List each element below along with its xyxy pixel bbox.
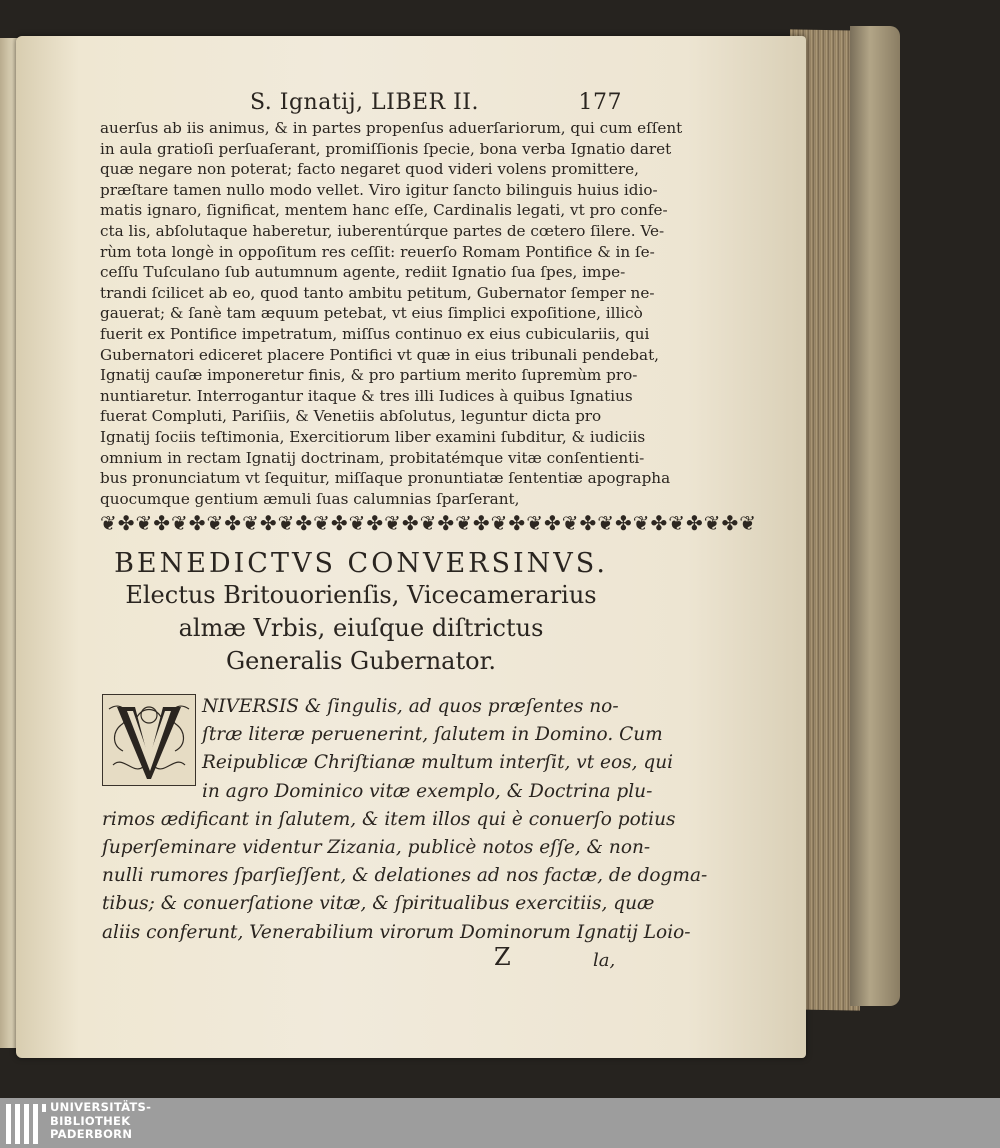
letter-line: nulli rumores ſparſieſſent, & delationes ad nos factæ, de dogma- [102, 865, 708, 887]
library-footer-bar [0, 1098, 1000, 1148]
body-text [100, 118, 683, 509]
section-heading [100, 548, 622, 678]
library-logo-icon [4, 1100, 48, 1146]
letter-line: Reipublicæ Chriſtianæ multum interſit, vt eos, qui [202, 752, 674, 774]
letter-line: in agro Dominico vitæ exemplo, & Doctrina plu- [202, 780, 653, 802]
letter-line: NIVERSIS & ſingulis, ad quos præſentes no- [202, 696, 619, 717]
body-line: nuntiaretur. Interrogantur itaque & tres illi Iudices à quibus Ignatius [100, 386, 633, 405]
heading-line: almæ Vrbis, eiuſque diſtrictus [178, 614, 544, 642]
body-line: fuerat Compluti, Pariſiis, & Venetiis abſolutus, leguntur dicta pro [100, 407, 602, 426]
body-line: præſtare tamen nullo modo vellet. Viro igitur ſancto bilinguis huius idio- [100, 180, 658, 199]
heading-line: Generalis Gubernator. [225, 647, 497, 675]
library-logo-text [50, 1101, 151, 1142]
body-line: trandi ſcilicet ab eo, quod tanto ambitu petitum, Gubernator ſemper ne- [100, 283, 655, 302]
running-head [100, 90, 628, 120]
body-line: matis ignaro, ſignificat, mentem hanc eſſe, Cardinalis legati, vt pro confe- [100, 201, 668, 220]
body-line: Ignatij ſociis teſtimonia, Exercitiorum liber examini ſubditur, & iudiciis [100, 427, 646, 446]
body-line: gauerat; & ſanè tam æquum petebat, vt eius ſimplici expoſitione, illicò [100, 304, 643, 323]
logo-line: UNIVERSITÄTS- [50, 1100, 152, 1114]
fleuron-ornament-band: ❦✤❦✤❦✤❦✤❦✤❦✤❦✤❦✤❦✤❦✤❦✤❦✤❦✤❦✤❦✤❦✤❦✤❦✤❦ [100, 511, 758, 535]
body-line: Ignatij cauſæ imponeretur finis, & pro partium merito ſupremùm pro- [100, 366, 638, 385]
catchword: la, [593, 950, 616, 971]
logo-line: BIBLIOTHEK [50, 1113, 131, 1128]
body-line: bus pronunciatum vt ſequitur, miſſaque pronuntiatæ ſententiæ apographa [100, 469, 671, 488]
letter-text [102, 693, 708, 947]
letter-line: ſtræ literæ peruenerint, ſalutem in Domino. Cum [202, 724, 663, 746]
letter-line: aliis conferunt, Venerabilium virorum Dominorum Ignatij Loio- [102, 921, 691, 943]
body-line: cta lis, abſolutaque haberetur, iuberentúrque partes de cœtero ſilere. Ve- [100, 221, 665, 240]
body-line: auerſus ab iis animus, & in partes propenſus aduerſariorum, qui cum eſſent [100, 119, 683, 137]
body-line: Gubernatori ediceret placere Pontifici vt quæ in eius tribunali pendebat, [100, 345, 660, 364]
body-line: rùm tota longè in oppoſitum res ceſſit: reuerſo Romam Pontifice & in ſe- [100, 242, 655, 261]
letter-line: tibus; & conuerſatione vitæ, & ſpiritualibus exercitiis, quæ [102, 893, 655, 915]
body-line: quæ negare non poterat; facto negaret quod videri volens promittere, [100, 160, 639, 179]
logo-line: PADERBORN [50, 1127, 133, 1141]
signature-mark: Z [494, 943, 511, 971]
body-line: quocumque gentium æmuli ſuas calumnias ſparſerant, [100, 489, 520, 508]
body-line: fuerit ex Pontifice impetratum, miſſus continuo ex eius cubiculariis, qui [100, 324, 650, 343]
body-line: ceſſu Tuſculano ſub autumnum agente, rediit Ignatio ſua ſpes, impe- [100, 263, 626, 282]
heading-name: BENEDICTVS CONVERSINVS. [114, 548, 608, 579]
page-number: 177 [578, 90, 622, 115]
letter-line: rimos ædificant in ſalutem, & item illos qui è conuerſo potius [102, 808, 676, 830]
book-cover-edge [850, 26, 900, 1006]
body-line: in aula gratioſi perſuaſerant, promiſſionis ſpecie, bona verba Ignatio daret [100, 139, 672, 158]
letter-line: ſuperſeminare videntur Zizania, publicè notos eſſe, & non- [102, 837, 651, 859]
body-line: omnium in rectam Ignatij doctrinam, probitatémque vitæ conſentienti- [100, 448, 645, 467]
heading-line: Electus Britouorienſis, Vicecamerarius [125, 581, 597, 609]
running-head-title: S. Ignatij, LIBER II. [250, 90, 479, 115]
